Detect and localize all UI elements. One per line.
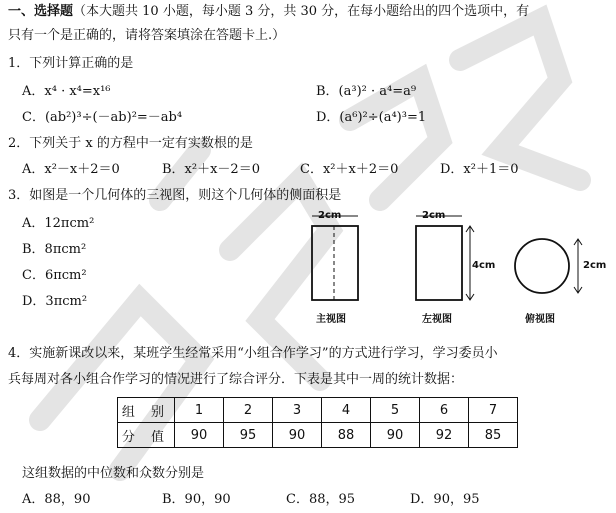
table-cell: 85 [469,423,518,448]
left-view-caption: 左视图 [422,314,452,325]
q4-option-c[interactable]: C．88，95 [286,492,356,507]
left-view [416,216,474,300]
q2-option-b[interactable]: B．x²＋x－2＝0 [162,162,260,177]
table-cell: 90 [273,423,322,448]
section-intro: （本大题共 10 小题，每小题 3 分，共 30 分，在每小题给出的四个选项中，有 [73,4,530,19]
section-title: 一、选择题 [8,4,74,19]
table-cell: 92 [420,423,469,448]
q3-option-d[interactable]: D．3πcm² [22,294,88,309]
table-header-group: 组 别 [118,398,175,423]
q2-option-d[interactable]: D．x²＋1＝0 [440,162,519,177]
front-view [312,216,358,300]
q1-option-a[interactable]: A．x⁴ · x⁴=x¹⁶ [22,84,111,99]
table-row-groups [118,398,518,423]
q4-stem: 4．实施新课改以来，某班学生经常采用“小组合作学习”的方式进行学习，学习委员小 [8,346,498,361]
table-cell: 1 [175,398,224,423]
table-cell: 88 [322,423,371,448]
q4-option-a[interactable]: A．88，90 [22,492,91,507]
q1-stem: 1．下列计算正确的是 [8,56,134,71]
score-table [117,397,518,448]
q2-option-c[interactable]: C．x²＋x＋2＝0 [300,162,399,177]
table-cell: 2 [224,398,273,423]
table-cell: 90 [371,423,420,448]
top-circle [515,239,569,293]
top-diameter-label: 2cm [583,260,607,271]
q4-option-d[interactable]: D．90，95 [410,492,480,507]
q2-option-a[interactable]: A．x²－x＋2＝0 [22,162,120,177]
table-cell: 7 [469,398,518,423]
section-header [8,4,529,20]
top-view-caption: 俯视图 [525,314,555,325]
top-view [515,239,582,293]
q3-stem: 3．如图是一个几何体的三视图，则这个几何体的侧面积是 [8,188,342,203]
q1-option-b[interactable]: B．(a³)² · a⁴=a⁹ [316,84,417,99]
table-header-score: 分 值 [118,423,175,448]
table-cell: 90 [175,423,224,448]
section-intro-line2: 只有一个是正确的，请将答案填涂在答题卡上.） [8,28,286,43]
q3-option-c[interactable]: C．6πcm² [22,268,87,283]
table-row-scores [118,423,518,448]
front-rect [312,226,358,300]
left-height-label: 4cm [472,260,496,271]
front-width-label: 2cm [318,210,342,221]
q3-option-a[interactable]: A．12πcm² [22,216,95,231]
q4-question: 这组数据的中位数和众数分别是 [22,466,205,481]
q1-option-d[interactable]: D．(a⁶)²÷(a⁴)³=1 [316,110,427,125]
q3-option-b[interactable]: B．8πcm² [22,242,87,257]
left-rect [416,226,462,300]
table-cell: 5 [371,398,420,423]
table-cell: 4 [322,398,371,423]
table-cell: 6 [420,398,469,423]
front-view-caption: 主视图 [316,314,346,325]
q2-stem: 2．下列关于 x 的方程中一定有实数根的是 [8,136,253,151]
table-cell: 95 [224,423,273,448]
table-cell: 3 [273,398,322,423]
q1-option-c[interactable]: C．(ab²)³÷(－ab)²=－ab⁴ [22,110,183,125]
left-width-label: 2cm [422,210,446,221]
q4-stem-line2: 兵每周对各小组合作学习的情况进行了综合评分．下表是其中一周的统计数据： [8,372,464,387]
q4-option-b[interactable]: B．90，90 [162,492,231,507]
